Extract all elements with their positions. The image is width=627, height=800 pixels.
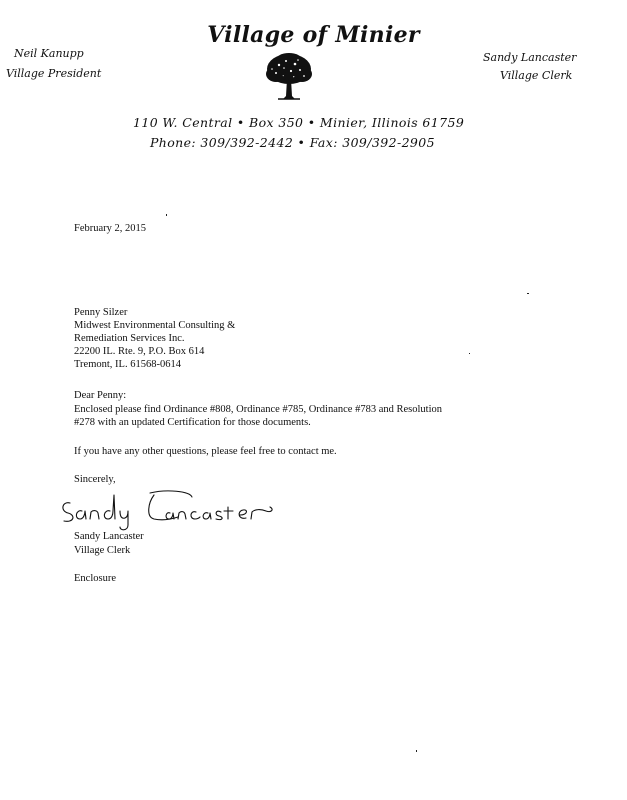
letter-date: February 2, 2015 xyxy=(74,223,147,234)
recipient-line: Penny Silzer xyxy=(74,307,128,318)
closing-line: If you have any other questions, please feel free to contact me. xyxy=(74,446,337,457)
body-paragraph xyxy=(74,403,442,429)
clerk-title: Village Clerk xyxy=(500,69,573,82)
address-line: 110 W. Central • Box 350 • Minier, Illinois 61759 xyxy=(133,115,465,130)
enclosure-note: Enclosure xyxy=(74,573,116,584)
body-line: #278 with an updated Certification for those documents. xyxy=(74,417,311,428)
phone-line: Phone: 309/392-2442 • Fax: 309/392-2905 xyxy=(150,135,435,150)
signature-title: Village Clerk xyxy=(74,545,131,556)
scan-speck xyxy=(527,293,529,294)
recipient-line: Tremont, IL. 61568-0614 xyxy=(74,359,181,370)
scan-speck xyxy=(166,214,167,216)
president-title: Village President xyxy=(6,67,102,80)
clerk-name: Sandy Lancaster xyxy=(483,51,577,64)
tree-logo-icon xyxy=(264,51,314,101)
recipient-address xyxy=(74,306,235,371)
scan-speck xyxy=(469,353,470,354)
recipient-line: 22200 IL. Rte. 9, P.O. Box 614 xyxy=(74,346,205,357)
sign-off: Sincerely, xyxy=(74,474,116,485)
scan-speck xyxy=(416,750,417,752)
president-name: Neil Kanupp xyxy=(14,47,84,60)
salutation: Dear Penny: xyxy=(74,390,127,401)
letterhead-title: Village of Minier xyxy=(207,22,420,48)
signature-name: Sandy Lancaster xyxy=(74,531,144,542)
recipient-line: Remediation Services Inc. xyxy=(74,333,185,344)
recipient-line: Midwest Environmental Consulting & xyxy=(74,320,236,331)
handwritten-signature xyxy=(58,489,278,533)
body-line: Enclosed please find Ordinance #808, Ordinance #785, Ordinance #783 and Resolution xyxy=(74,404,442,415)
